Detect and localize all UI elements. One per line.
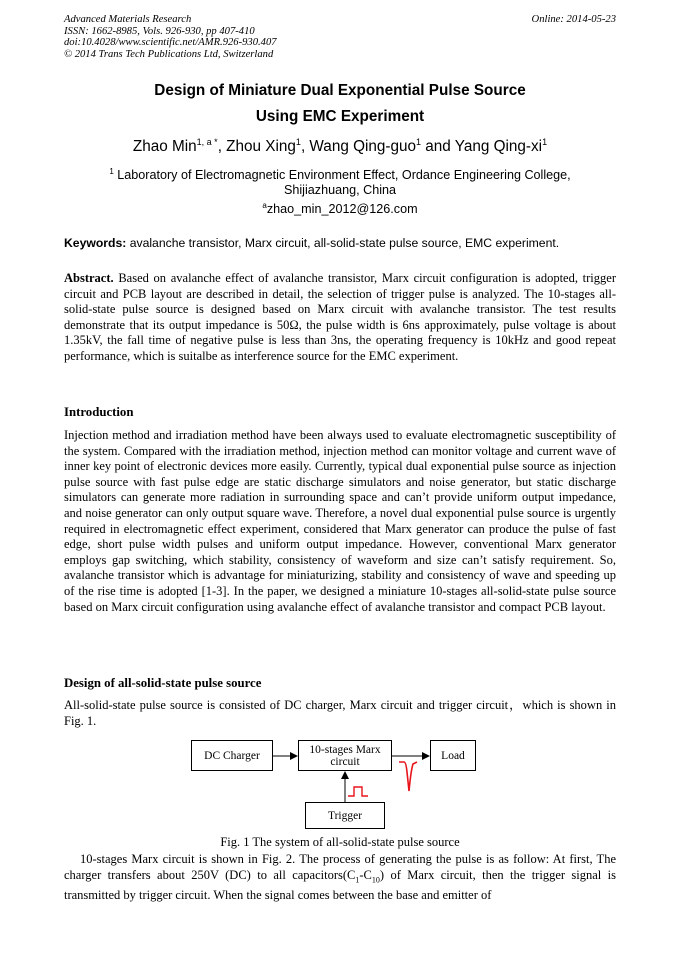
marx-circuit-paragraph [64,852,616,903]
subscript: 1 [355,875,360,885]
section-heading-design: Design of all-solid-state pulse source [64,676,262,690]
dc-charger-block: DC Charger [191,740,273,771]
abstract-text: Based on avalanche effect of avalanche transistor, Marx circuit configuration is adopted, trigger circuit and PCB layout are described in detail, the selection of trigger pulse is analyzed. The 10-stages all-solid-state pulse source is designed based on Marx circuit with avalanche transistor. The test results demonstrate that its output impedance is 50Ω, the pulse width is 6ns approximately, pulse voltage is about 1.35kV, the fall time of negative pulse is less than 3ns, the operating frequency is 10kHz and good repeat performance, which is suitalbe as interference source for the EMC experiment. [64,271,616,363]
author-affil-mark: 1 [295,137,301,147]
marx-block-label-line1: 10-stages Marx [309,743,381,756]
doi-line: doi:10.4028/www.scientific.net/AMR.926-930.407 [64,37,277,48]
paragraph-text: 10-stages Marx circuit is shown in Fig. 2. The process of generating the pulse is as follow: At first, The charger transfers about 250V (DC) to all capacitors(C [64,852,616,882]
trigger-pulse-waveform [348,787,368,796]
abstract-label: Abstract. [64,271,114,285]
keywords-label: Keywords: [64,236,127,250]
marx-block-label-line2: circuit [330,755,360,768]
trigger-block: Trigger [305,802,385,829]
design-text: All-solid-state pulse source is consisted of DC charger, Marx circuit and trigger circuit，which is shown in Fig. 1. [64,698,616,728]
copyright-line: © 2014 Trans Tech Publications Ltd, Switzerland [64,48,274,60]
author-affil-mark: 1 [542,137,548,147]
author-name: Zhao Min [132,138,197,155]
email-mark: a [262,201,267,210]
journal-name: Advanced Materials Research [64,14,192,25]
paper-title-line2: Using EMC Experiment [255,108,425,125]
affiliation-text: Laboratory of Electromagnetic Environment Effect, Ordance Engineering College, Shijiazhuang, China [113,168,571,197]
subscript: 10 [371,875,380,885]
author-name: and Yang Qing-xi [421,138,543,155]
online-date: Online: 2014-05-23 [531,14,616,25]
paragraph-text: ) of Marx circuit, then the trigger signal is transmitted by trigger circuit. When the signal comes between the base and emitter of [64,867,616,902]
email-address[interactable]: zhao_min_2012@126.com [266,202,418,216]
introduction-text: Injection method and irradiation method have been always used to evaluate electromagnetic susceptibility of the system. Compared with the irradiation method, injection method can monitor voltage and current wave of inner key point of electronic devices more easily. Currently, typical dual exponential pulse source as injection pulse source with fast pulse edge are static discharge simulators and noise generator, but static discharge simulators can generate more radiation in surrounding space and can’t provide uniform output impedance, and noise generator can only output square wave. Therefore, a novel dual exponential pulse source is urgently required in electromagnetic effect experiment, considered that Marx generator can produce the pulse of fast edge, short pulse width pulses and uniform output impedance. However, conventional Marx generator employs gap switching, which stability, consistency of waveform and size can’t satisfy requirement. So, avalanche transistor which is advantage for miniaturizing, stability and consistency of wave and speeding up of the rise time is adopted [1-3]. In the paper, we designed a miniature 10-stages all-solid-state pulse source based on Marx circuit configuration using avalanche effect of avalanche transistor and compact PCB layout. [64,428,616,614]
keywords-text: avalanche transistor, Marx circuit, all-solid-state pulse source, EMC experiment. [126,236,560,250]
paper-title-line1: Design of Miniature Dual Exponential Pulse Source [154,82,526,99]
figure-1-caption: Fig. 1 The system of all-solid-state pulse source [220,835,460,849]
output-pulse-waveform [399,762,417,791]
issn-line: ISSN: 1662-8985, Vols. 926-930, pp 407-410 [64,25,255,37]
author-name: , Wang Qing-guo [300,138,417,155]
author-name: , Zhou Xing [217,138,296,155]
affiliation-mark: 1 [109,167,114,176]
paragraph-text: -C [359,867,372,882]
section-heading-introduction: Introduction [64,405,134,419]
load-block: Load [430,740,476,771]
author-affil-mark: 1 [416,137,422,147]
author-affil-mark: 1, a * [196,137,218,147]
